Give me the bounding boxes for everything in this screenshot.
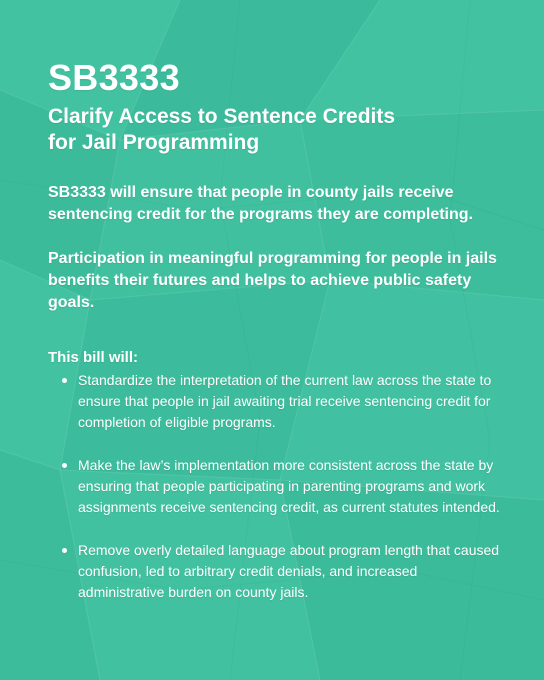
bullet-icon [62,463,67,468]
bill-subtitle-line1: Clarify Access to Sentence Credits [48,105,396,128]
bill-will-list [48,370,504,603]
list-item [62,370,504,433]
intro-paragraph-2: Participation in meaningful programming for people in jails benefits their futures and helps to achieve public safety goals. [48,250,497,311]
bill-summary [48,56,504,625]
bill-number: SB3333 [48,57,180,98]
bullet-icon [62,548,67,553]
list-item-text: Standardize the interpretation of the current law across the state to ensure that people in jail awaiting trial receive sentencing credit for completion of eligible programs. [78,372,492,430]
bill-subtitle-line2: for Jail Programming [48,131,260,154]
list-item-text: Remove overly detailed language about program length that caused confusion, led to arbitrary credit denials, and increased administrative burden on county jails. [78,542,500,600]
bill-will-label: This bill will: [48,349,138,366]
list-item [62,455,504,518]
bullet-icon [62,378,67,383]
list-item-text: Make the law’s implementation more consistent across the state by ensuring that people participating in parenting programs and work assignments receive sentencing credit, as current statutes intended. [78,457,500,515]
list-item [62,540,504,603]
bill-subtitle [48,104,504,156]
intro-paragraph-1: SB3333 will ensure that people in county jails receive sentencing credit for the programs they are completing. [48,184,473,223]
